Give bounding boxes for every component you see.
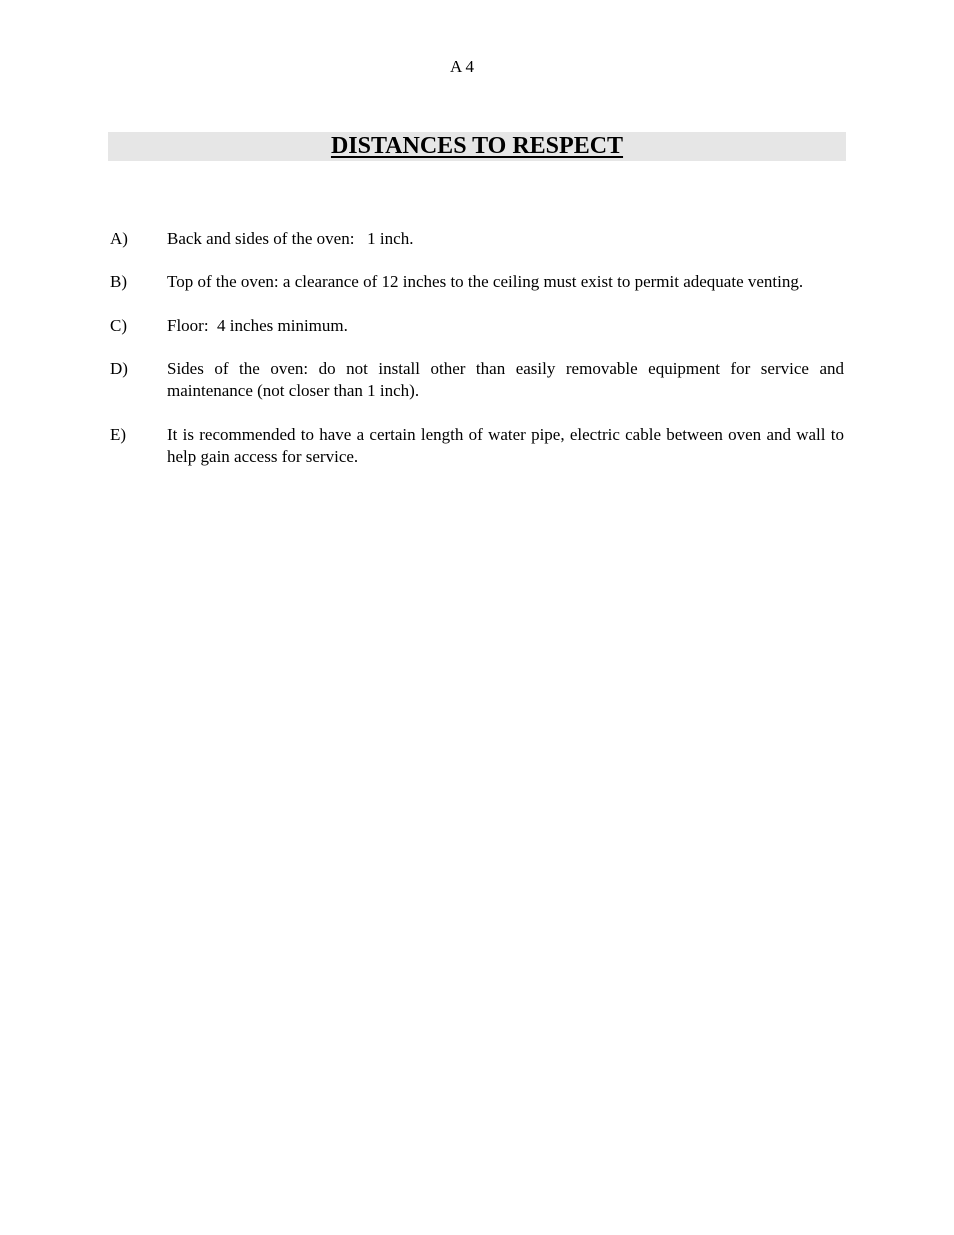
- list-item-text: Back and sides of the oven: 1 inch.: [167, 229, 414, 248]
- list-item-e: [110, 424, 844, 468]
- list-item-text: Sides of the oven: do not install other than easily removable equipment for service and maintenance (not closer than 1 inch).: [167, 359, 844, 400]
- list-item-b: [110, 271, 844, 293]
- list-item-d: [110, 358, 844, 402]
- list-marker: A): [110, 229, 128, 248]
- list-item-c: [110, 315, 844, 337]
- list-item-text: Floor: 4 inches minimum.: [167, 316, 348, 335]
- list-item-text: Top of the oven: a clearance of 12 inches to the ceiling must exist to permit adequate venting.: [167, 272, 804, 291]
- list-marker: B): [110, 272, 127, 291]
- list-marker: C): [110, 316, 127, 335]
- list-marker: D): [110, 359, 128, 378]
- page-title: DISTANCES TO RESPECT: [330, 133, 624, 159]
- list-item-text: It is recommended to have a certain length of water pipe, electric cable between oven and wall to help gain access for service.: [167, 425, 844, 466]
- page-number: A 4: [449, 57, 475, 76]
- list-marker: E): [110, 425, 127, 444]
- title-band: [108, 132, 846, 161]
- list-item-a: [110, 228, 844, 250]
